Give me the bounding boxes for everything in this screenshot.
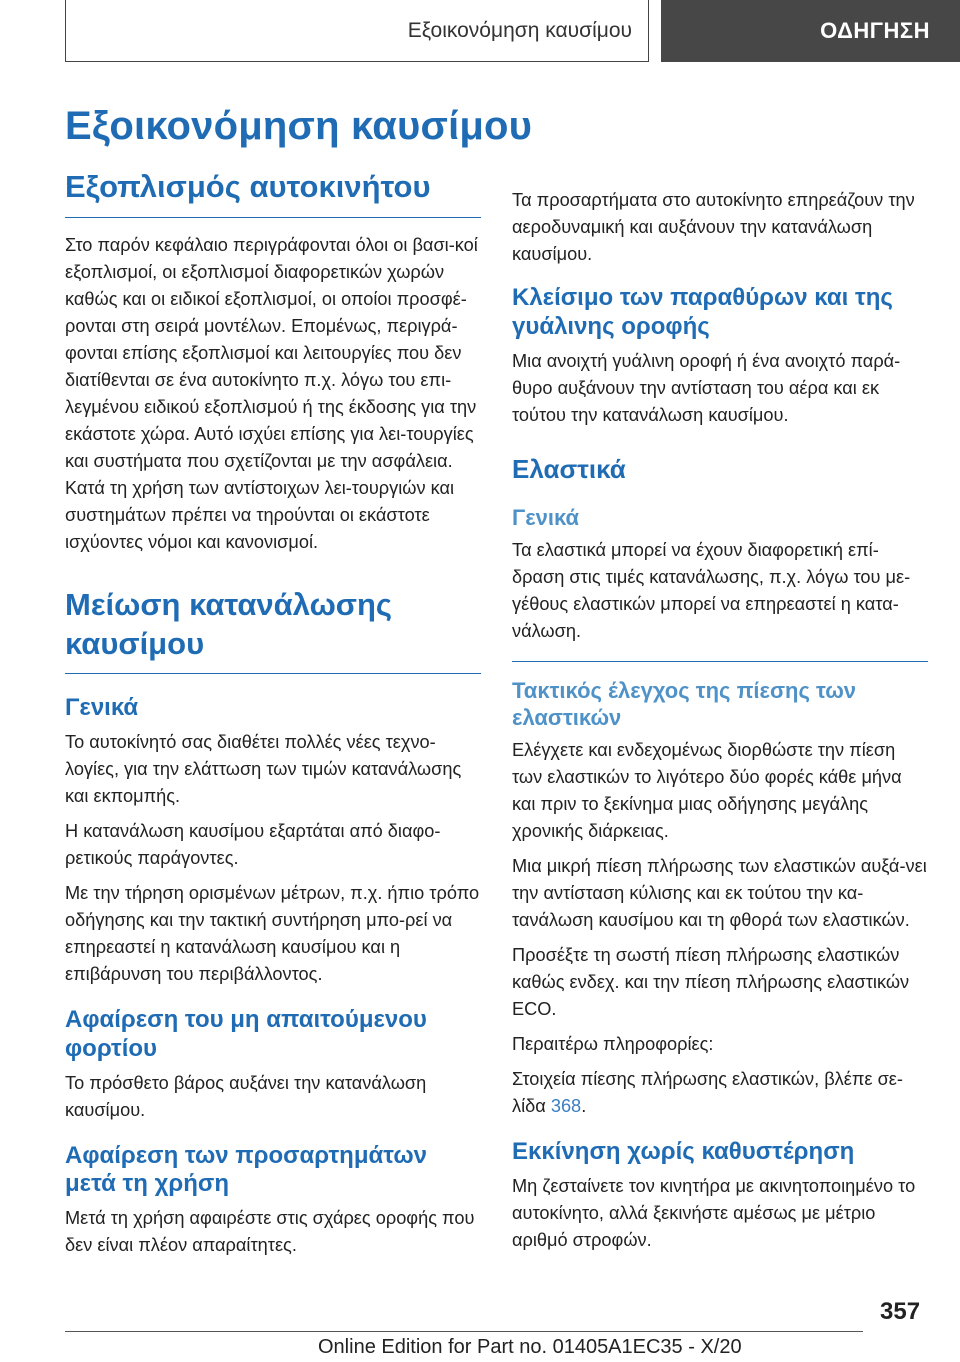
paragraph-remove-attachments: Μετά τη χρήση αφαιρέστε στις σχάρες οροφής που δεν είναι πλέον απαραίτητες. [65,1208,475,1256]
paragraph-equipment: Στο παρόν κεφάλαιο περιγράφονται όλοι οι βασι-κοί εξοπλισμοί, οι εξοπλισμοί διαφορετικών χωρών καθώς και οι ειδικοί εξοπλισμοί, οι οποίοι προσφέ-ρονται στη σειρά μοντέλων. Επομένως, περιγρά-φονται επίσης εξοπλισμοί και λειτουργίες που δεν διατίθενται σε ένα αυτοκίνητο π.χ. λόγω του επι-λεγμένου ειδικού εξοπλισμού ή της έκδοσης για την εκάστοτε χώρα. Αυτό ισχύει επίσης για λει-τουργίες και συστήματα που σχετίζονται με την ασφάλεια. Κατά τη χρήση των αντίστοιχων λει-τουργιών και συστημάτων πρέπει να τηρούνται οι εκάστοτε ισχύοντες νόμοι και κανονισμοί. [65,234,478,552]
heading-general: Γενικά [65,694,139,722]
paragraph-tires-general: Τα ελαστικά μπορεί να έχουν διαφορετική επί-δραση στις τιμές κατανάλωσης, π.χ. λόγω του με-γέθους ελαστικών μπορεί να επηρεαστεί η κατα-νάλωση. [512,540,911,642]
page-number: 357 [880,1298,921,1325]
footer-divider [65,1331,863,1332]
paragraph-pressure-1: Ελέγχετε και ενδεχομένως διορθώστε την πίεση των ελαστικών το λιγότερο δύο φορές κάθε μήνα και πριν το ξεκίνημα μιας οδήγησης μεγάλης χρονικής διάρκειας. [512,740,902,842]
pressure-5-text: Στοιχεία πίεσης πλήρωσης ελαστικών, βλέπε σε-λίδα [512,1069,903,1117]
paragraph-attachments-cont: Τα προσαρτήματα στο αυτοκίνητο επηρεάζουν την αεροδυναμική και αυξάνουν την κατανάλωση καυσίμου. [512,190,915,264]
paragraph-pressure-4: Περαιτέρω πληροφορίες: [512,1034,714,1055]
heading-start-without-delay: Εκκίνηση χωρίς καθυστέρηση [512,1138,855,1166]
paragraph-pressure-2: Μια μικρή πίεση πλήρωσης των ελαστικών αυξά-νει την αντίσταση κύλισης και εκ τούτου την κα-τανάλωση καυσίμου και τη φθορά των ελαστικών. [512,856,927,931]
page-title: Εξοικονόμηση καυσίμου [65,104,533,148]
left-column [65,168,481,1267]
heading-tires: Ελαστικά [512,453,626,484]
heading-tires-general: Γενικά [512,505,580,531]
heading-reduce-consumption: Μείωση κατανάλωσης καυσίμου [65,586,481,675]
paragraph-general-1: Το αυτοκίνητό σας διαθέτει πολλές νέες τεχνο-λογίες, για την ελάττωση των τιμών κατανάλωσης και εκπομπής. [65,732,462,807]
paragraph-close-windows: Μια ανοιχτή γυάλινη οροφή ή ένα ανοιχτό παρά-θυρο αυξάνουν την αντίσταση του αέρα και εκ τούτου την κατανάλωση καυσίμου. [512,350,901,425]
right-column [512,187,928,1262]
heading-remove-load: Αφαίρεση του μη απαιτούμενου φορτίου [65,1006,427,1062]
paragraph-start-without-delay: Μη ζεσταίνετε τον κινητήρα με ακινητοποιημένο το αυτοκίνητο, αλλά ξεκινήστε αμέσως με μέτριο αριθμό στροφών. [512,1176,916,1251]
paragraph-general-2: Η κατανάλωση καυσίμου εξαρτάται από διαφο-ρετικούς παράγοντες. [65,821,441,869]
paragraph-pressure-3: Προσέξτε τη σωστή πίεση πλήρωσης ελαστικών καθώς ενδεχ. και την πίεση πλήρωσης ελαστικών ECO. [512,945,910,1020]
heading-remove-attachments: Αφαίρεση των προσαρτημάτων μετά τη χρήση [65,1141,427,1198]
heading-close-windows: Κλείσιμο των παραθύρων και της γυάλινης οροφής [512,284,893,340]
header-chapter-text: ΟΔΗΓΗΣΗ [820,18,930,43]
pressure-5-suffix: . [581,1096,587,1117]
header-section-title-text: Εξοικονόμηση καυσίμου [407,18,632,42]
paragraph-general-3: Με την τήρηση ορισμένων μέτρων, π.χ. ήπιο τρόπο οδήγησης και την τακτική συντήρηση μπο-ρεί να επηρεαστεί η κατανάλωση καυσίμου και η επιβάρυνση του περιβάλλοντος. [65,883,480,985]
header-section-title [65,0,649,62]
page-link-368[interactable]: 368 [550,1096,582,1117]
paragraph-pressure-5 [512,1066,928,1120]
heading-equipment: Εξοπλισμός αυτοκινήτου [65,168,481,218]
footer-edition: Online Edition for Part no. 01405A1EC35 - X/20 [318,1336,742,1358]
paragraph-remove-load: Το πρόσθετο βάρος αυξάνει την κατανάλωση καυσίμου. [65,1072,427,1120]
heading-tire-pressure: Τακτικός έλεγχος της πίεσης των ελαστικών [512,678,857,730]
header-chapter-tab [661,0,960,62]
divider [512,661,928,662]
